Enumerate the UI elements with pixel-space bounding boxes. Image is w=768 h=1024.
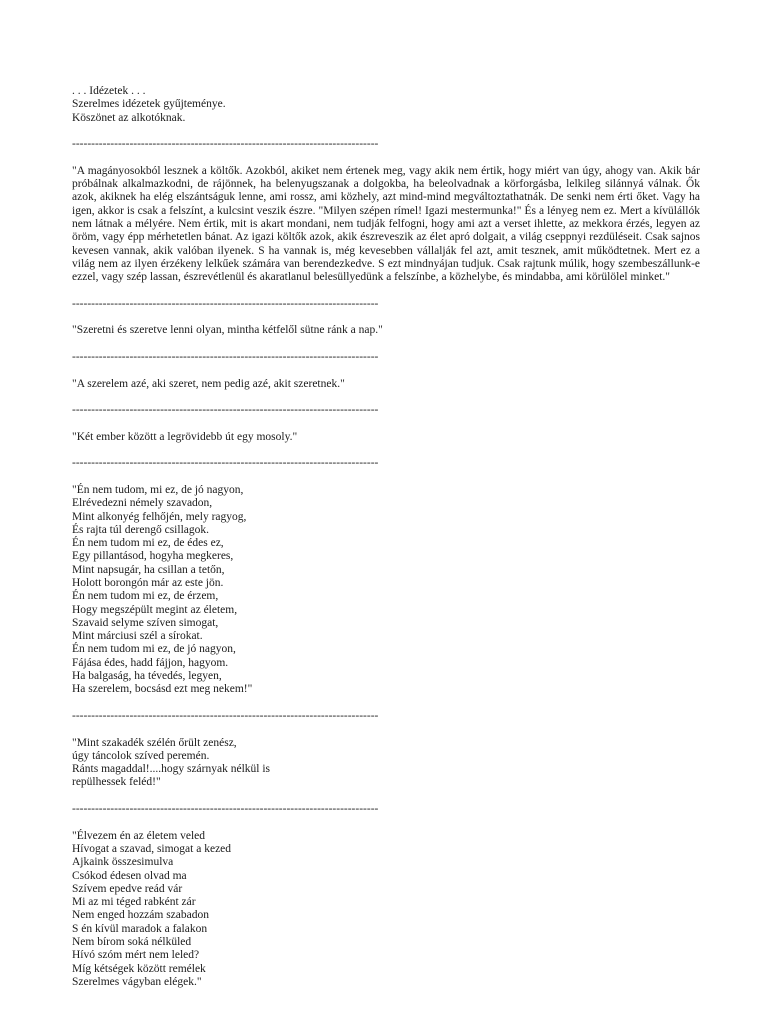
separator-line: -------------------------------------------------------------------------------- [72, 138, 379, 151]
separator-line: -------------------------------------------------------------------------------- [72, 803, 379, 816]
poem-line: Én nem tudom mi ez, de jó nagyon, [72, 643, 236, 656]
quote-line: "Szeretni és szeretve lenni olyan, mintha kétfelől sütne ránk a nap." [72, 324, 383, 337]
poem-line: Ajkaink összesimulva [72, 856, 174, 869]
poem-line: "Élvezem én az életem veled [72, 829, 206, 842]
poem-line: Fájása édes, hadd fájjon, hagyom. [72, 656, 229, 669]
poem-line: úgy táncolok szíved peremén. [72, 749, 210, 762]
poem-block [72, 830, 700, 990]
poem-line: Szívem epedve reád vár [72, 882, 183, 895]
poem-block [72, 484, 700, 697]
document-page [72, 85, 700, 989]
poem-line: repülhessek feléd!" [72, 776, 161, 789]
poem-line: Ránts magaddal!....hogy szárnyak nélkül is [72, 763, 271, 776]
poem-line: Csókod édesen olvad ma [72, 869, 187, 882]
poem-line: Szerelmes vágyban elégek." [72, 975, 202, 988]
poem-block [72, 737, 700, 790]
document-subtitle: Szerelmes idézetek gyűjteménye. [72, 98, 226, 111]
poem-line: Holott borongón már az este jön. [72, 576, 224, 589]
poem-line: Hívogat a szavad, simogat a kezed [72, 842, 232, 855]
separator-line: -------------------------------------------------------------------------------- [72, 709, 379, 722]
poem-line: Nem enged hozzám szabadon [72, 909, 209, 922]
poem-line: És rajta túl derengő csillagok. [72, 523, 210, 536]
poem-line: "Én nem tudom, mi ez, de jó nagyon, [72, 483, 244, 496]
quote-line: "A szerelem azé, aki szeret, nem pedig azé, akit szeretnek." [72, 377, 345, 390]
poem-line: S én kívül maradok a falakon [72, 922, 208, 935]
poem-line: Nem bírom soká nélküled [72, 936, 192, 948]
poem-line: Szavaid selyme szíven simogat, [72, 616, 219, 629]
document-thanks: Köszönet az alkotóknak. [72, 111, 186, 124]
poem-line: Ha szerelem, bocsásd ezt meg nekem!" [72, 683, 253, 696]
document-header [72, 85, 700, 125]
poem-line: Egy pillantásod, hogyha megkeres, [72, 550, 234, 563]
separator-line: -------------------------------------------------------------------------------- [72, 404, 379, 417]
poem-line: Hogy megszépült megint az életem, [72, 603, 238, 616]
poem-line: Míg kétségek között remélek [72, 962, 206, 975]
poem-line: Mint alkonyég felhőjén, mely ragyog, [72, 510, 247, 523]
separator-line: -------------------------------------------------------------------------------- [72, 297, 379, 310]
poem-line: "Mint szakadék szélén őrült zenész, [72, 736, 237, 749]
poem-line: Mi az mi téged rabként zár [72, 896, 196, 909]
poem-line: Elrévedezni némely szavadon, [72, 497, 213, 510]
poem-line: Mint márciusi szél a sírokat. [72, 630, 203, 643]
quote-line: "Két ember között a legrövidebb út egy mosoly." [72, 430, 298, 443]
poem-line: Hívó szóm mért nem leled? [72, 949, 200, 962]
poem-line: Én nem tudom mi ez, de érzem, [72, 590, 219, 603]
poem-line: Ha balgaság, ha tévedés, legyen, [72, 670, 222, 683]
poem-line: Mint napsugár, ha csillan a tetőn, [72, 563, 225, 576]
quote-paragraph: "A magányosokból lesznek a költők. Azokból, akiket nem értenek meg, vagy akik nem értik, hogy miért van úgy, ahogy van. Akik bár próbálnak alkalmazkodni, de rájönnek, ha belenyugszanak a dolgokba, ha beleolvadnak a körforgásba, lelkileg silánnyá válnak. Ők azok, akiknek ha elég elszántságuk lenne, ami rossz, ami közhely, azt mind-mind megváltoztathatnák. De senki nem érti őket. Vagy ha igen, akkor is csak a felszínt, a kulcsint veszik észre. "Milyen szépen rímel! Igazi mestermunka!" És a lényeg nem ez. Mert a kívülállók nem látnak a mélyére. Nem értik, mit is akart mondani, nem tudják felfogni, hogy ami azt a verset ihlette, az mekkora érzés, legyen az öröm, vagy épp mérhetetlen bánat. Az igazi költők azok, akik észreveszik az élet apró dolgait, a világ cseppnyi rezdüléseit. Csak sajnos kevesen vannak, akik valóban ilyenek. S ha vannak is, még kevesebben vállalják fel azt, amit tesznek, amit működtetnek. Mert ez a világ nem az ilyen érzékeny lelkűek számára van berendezkedve. S ezt mindnyájan tudjuk. Csak rajtunk múlik, hogy szembeszállunk-e ezzel, vagy szép lassan, észrevétlenül és akaratlanul belesüllyedünk a felszínbe, a közhelybe, és mindabba, ami körülölel minket." [72, 164, 700, 284]
separator-line: -------------------------------------------------------------------------------- [72, 350, 379, 363]
separator-line: -------------------------------------------------------------------------------- [72, 457, 379, 470]
poem-line: Én nem tudom mi ez, de édes ez, [72, 537, 224, 550]
document-title: . . . Idézetek . . . [72, 85, 146, 97]
